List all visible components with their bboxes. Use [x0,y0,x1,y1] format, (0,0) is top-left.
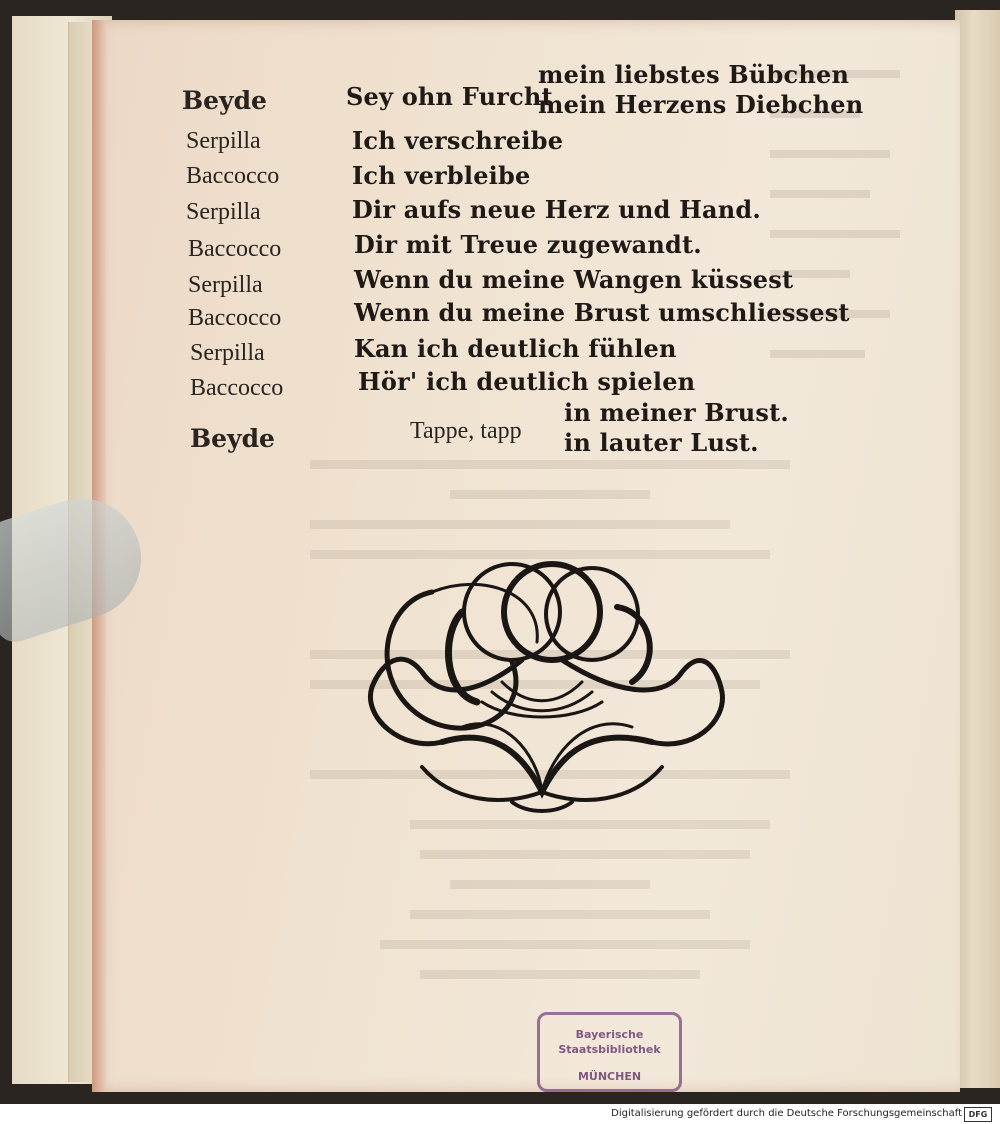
dfg-logo-icon: DFG [964,1107,992,1122]
speaker-label: Serpilla [190,340,265,366]
dialogue-line: in lauter Lust. [564,428,759,457]
footer-credit: Digitalisierung gefördert durch die Deutsche Forschungsgemeinschaft [611,1108,962,1119]
dialogue-line: Ich verbleibe [352,161,531,190]
right-page-stack [955,10,1000,1088]
speaker-label: Baccocco [190,375,284,401]
dialogue-line: Tappe, tapp [410,418,522,444]
stamp-line: Bayerische [575,1028,644,1041]
digitization-footer [0,1104,1000,1124]
speaker-label: Serpilla [186,199,261,225]
speaker-label: Beyde [182,86,267,115]
speaker-label: Serpilla [188,272,263,298]
dialogue-line: mein Herzens Diebchen [538,90,864,119]
library-stamp [537,1012,682,1092]
dialogue-line: Dir aufs neue Herz und Hand. [352,195,761,224]
speaker-label: Serpilla [186,128,261,154]
dialogue-line: mein liebstes Bübchen [538,60,850,89]
dialogue-line: Wenn du meine Brust umschliessest [354,298,850,327]
stamp-line: Staatsbibliothek [558,1043,661,1056]
dialogue-line: Ich verschreibe [352,126,564,155]
dialogue-line: in meiner Brust. [564,398,789,427]
speaker-label: Beyde [190,424,275,453]
calligraphic-flourish-ornament [362,552,727,824]
speaker-label: Baccocco [188,236,282,262]
dialogue-line: Sey ohn Furcht [346,82,553,111]
dialogue-line: Wenn du meine Wangen küssest [354,265,794,294]
speaker-label: Baccocco [186,163,280,189]
dialogue-line: Kan ich deutlich fühlen [354,334,677,363]
dialogue-line: Hör' ich deutlich spielen [358,367,696,396]
stamp-line: MÜNCHEN [577,1070,642,1083]
dialogue-line: Dir mit Treue zugewandt. [354,230,702,259]
speaker-label: Baccocco [188,305,282,331]
